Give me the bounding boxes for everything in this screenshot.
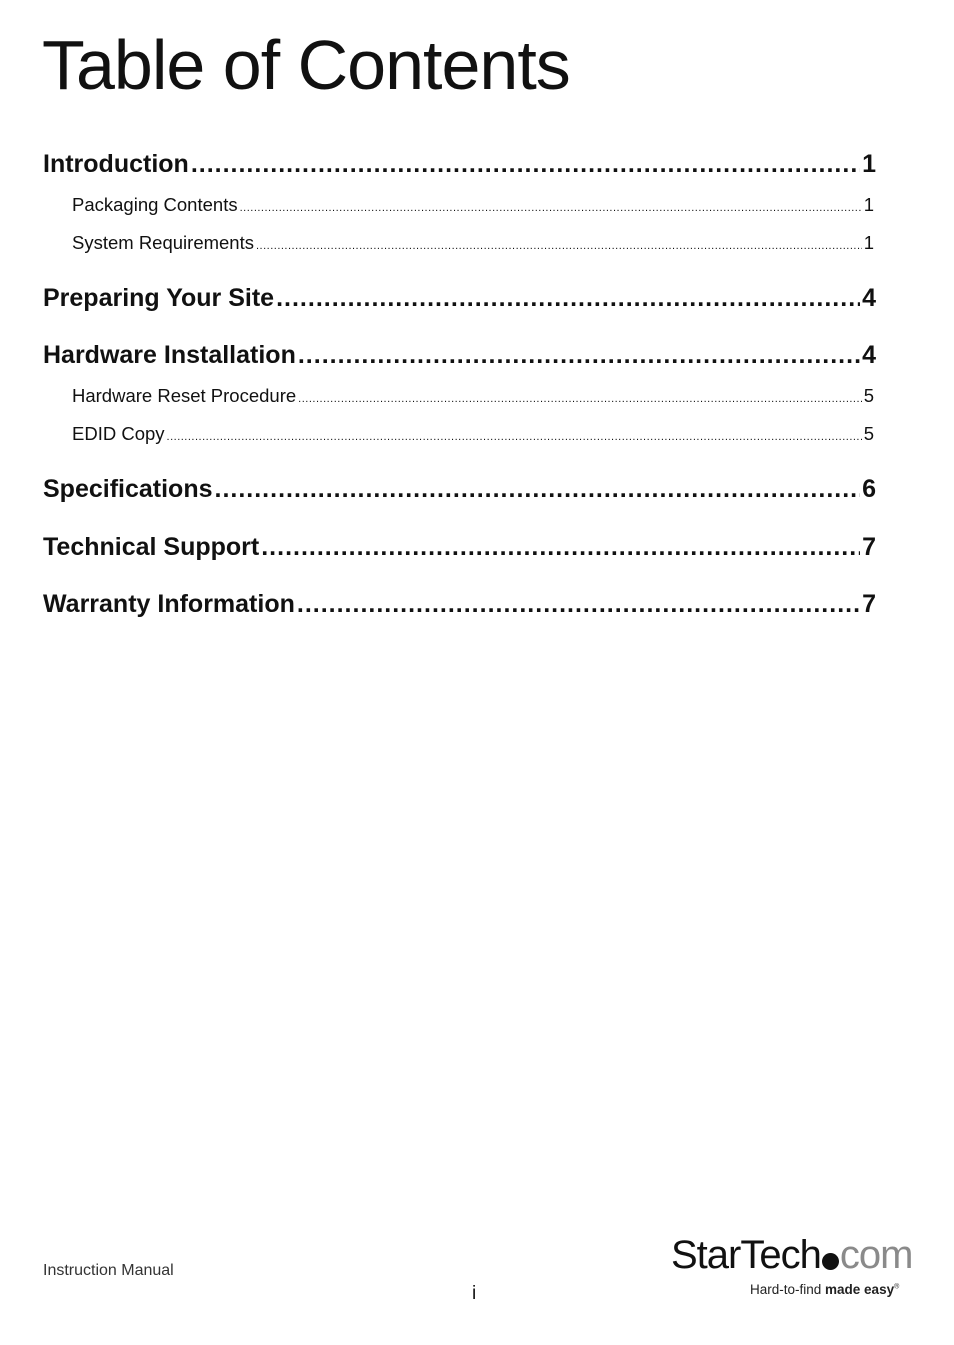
logo-suffix: com xyxy=(839,1233,913,1277)
toc-entry-hardware-installation[interactable] xyxy=(43,341,876,375)
toc-entry-page: 7 xyxy=(862,590,876,618)
tagline-regular: Hard-to-find xyxy=(750,1282,826,1297)
toc-entry-page: 1 xyxy=(863,232,874,253)
footer-manual-label: Instruction Manual xyxy=(43,1262,174,1279)
dot-leader xyxy=(276,284,860,313)
toc-entry-label: Packaging Contents xyxy=(72,194,238,215)
startech-logo xyxy=(671,1232,911,1304)
toc-entry-label: System Requirements xyxy=(72,232,254,253)
toc-entry-page: 1 xyxy=(863,194,874,215)
dot-leader xyxy=(298,393,862,405)
toc-entry-label: Specifications xyxy=(43,475,213,503)
toc-entry-specifications[interactable] xyxy=(43,475,876,509)
dot-leader xyxy=(256,240,862,252)
dot-leader xyxy=(191,150,860,179)
toc-entry-edid-copy[interactable] xyxy=(72,423,874,449)
dot-leader xyxy=(167,431,862,443)
toc-entry-warranty-information[interactable] xyxy=(43,590,876,624)
toc-entry-label: Hardware Installation xyxy=(43,341,296,369)
toc-entry-system-requirements[interactable] xyxy=(72,232,874,258)
dot-leader xyxy=(261,533,860,562)
dot-leader xyxy=(215,475,861,504)
toc-entry-label: EDID Copy xyxy=(72,423,165,444)
page-title: Table of Contents xyxy=(42,26,570,104)
toc-entry-label: Introduction xyxy=(43,150,189,178)
logo-tagline xyxy=(750,1282,899,1297)
toc-entry-hardware-reset-procedure[interactable] xyxy=(72,385,874,411)
dot-leader xyxy=(297,590,860,619)
toc-entry-page: 6 xyxy=(862,475,876,503)
toc-entry-page: 1 xyxy=(862,150,876,178)
toc-entry-preparing-your-site[interactable] xyxy=(43,284,876,318)
toc-entry-page: 4 xyxy=(862,341,876,369)
tagline-bold: made easy xyxy=(825,1282,895,1297)
toc-entry-packaging-contents[interactable] xyxy=(72,194,874,220)
toc-entry-label: Preparing Your Site xyxy=(43,284,275,312)
toc-entry-introduction[interactable] xyxy=(43,150,876,184)
dot-leader xyxy=(298,341,860,370)
toc-entry-page: 5 xyxy=(863,423,874,444)
toc-entry-page: 5 xyxy=(863,385,874,406)
toc-entry-label: Technical Support xyxy=(43,533,260,561)
dot-leader xyxy=(240,202,862,214)
toc-entry-technical-support[interactable] xyxy=(43,533,876,567)
logo-brand: StarTech xyxy=(671,1233,821,1277)
toc-entry-label: Hardware Reset Procedure xyxy=(72,385,297,406)
logo-dot-icon xyxy=(822,1253,839,1270)
toc-entry-page: 7 xyxy=(862,533,876,561)
logo-wordmark xyxy=(671,1232,912,1278)
toc-entry-page: 4 xyxy=(862,284,876,312)
footer-page-number: i xyxy=(472,1283,477,1304)
registered-mark: ® xyxy=(894,1283,900,1291)
toc-entry-label: Warranty Information xyxy=(43,590,295,618)
